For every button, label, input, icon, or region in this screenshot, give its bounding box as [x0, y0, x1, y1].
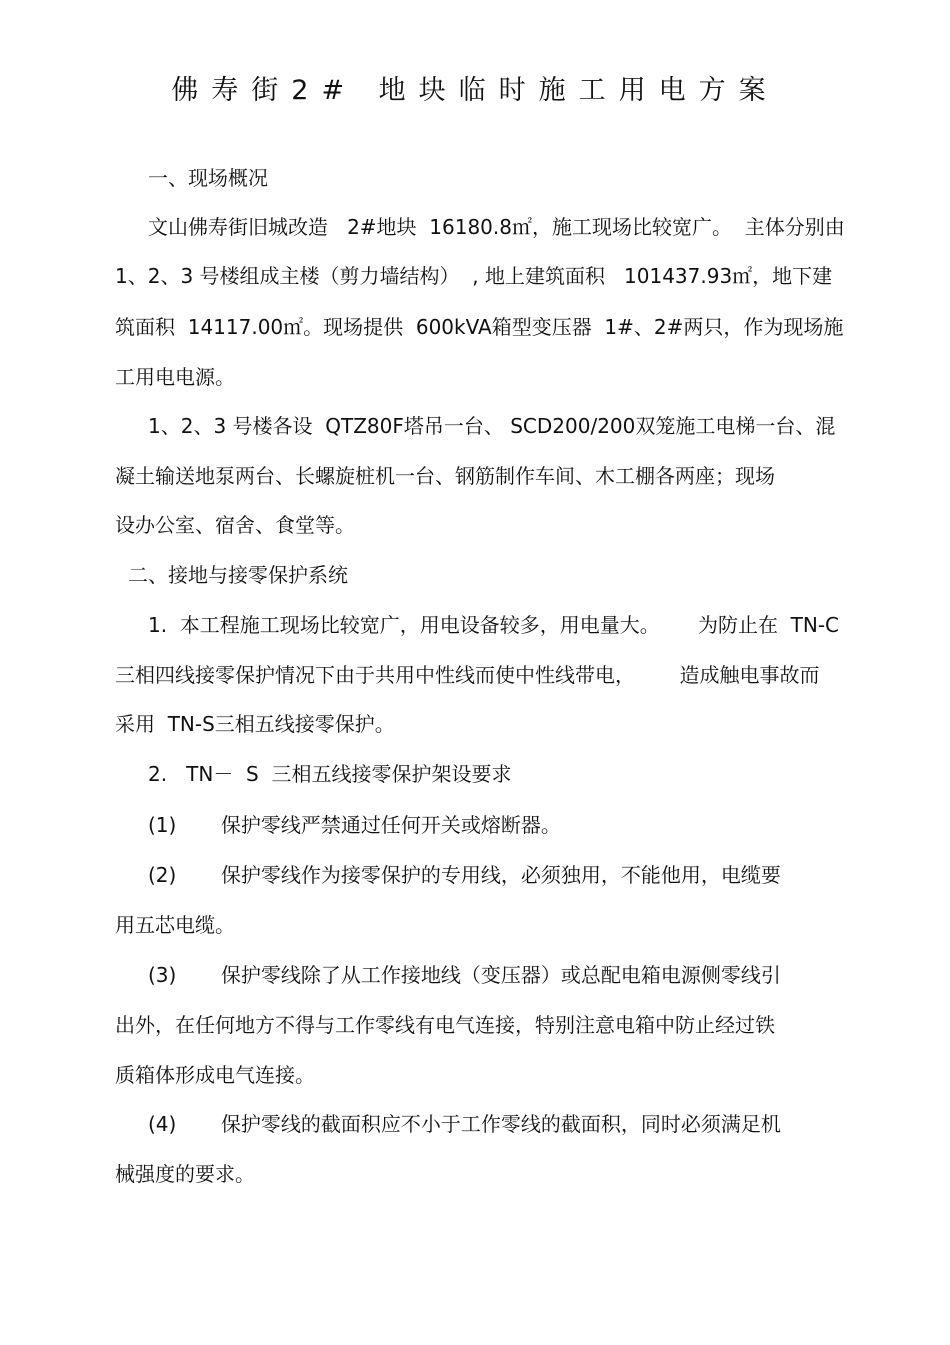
list-item: (2) 保护零线作为接零保护的专用线，必须独用，不能他用，电缆要 [148, 863, 781, 887]
section-heading-1: 一、现场概况 [148, 166, 268, 190]
list-item: (3) 保护零线除了从工作接地线（变压器）或总配电箱电源侧零线引 [148, 963, 781, 987]
paragraph-line: 1、2、3 号楼各设 QTZ80F塔吊一台、 SCD200/200双笼施工电梯一台、混 [148, 414, 836, 438]
paragraph-line: 1. 本工程施工现场比较宽广，用电设备较多，用电量大。 为防止在 TN-C [148, 613, 840, 637]
paragraph-line: 筑面积 14117.00㎡。现场提供 600kVA箱型变压器 1#、2#两只，作为现场施 [115, 315, 844, 339]
list-item: (1) 保护零线严禁通过任何开关或熔断器。 [148, 813, 561, 837]
paragraph-line: 工用电电源。 [115, 365, 235, 389]
paragraph-line: 出外，在任何地方不得与工作零线有电气连接，特别注意电箱中防止经过铁 [115, 1013, 775, 1037]
paragraph-line: 1、2、3 号楼组成主楼（剪力墙结构） , 地上建筑面积 101437.93㎡，地下建 [115, 264, 833, 288]
paragraph-line: 械强度的要求。 [115, 1162, 255, 1186]
paragraph-line: 质箱体形成电气连接。 [115, 1063, 315, 1087]
paragraph-line: 文山佛寿街旧城改造 2#地块 16180.8㎡，施工现场比较宽广。 主体分别由 [148, 215, 845, 239]
paragraph-line: 凝土输送地泵两台、长螺旋桩机一台、钢筋制作车间、木工棚各两座；现场 [115, 464, 775, 488]
paragraph-line: 用五芯电缆。 [115, 913, 235, 937]
paragraph-line: 设办公室、宿舍、食堂等。 [115, 513, 355, 537]
paragraph-line: 三相四线接零保护情况下由于共用中性线而使中性线带电， 造成触电事故而 [115, 663, 820, 687]
paragraph-line: 采用 TN-S三相五线接零保护。 [115, 712, 395, 736]
page-title: 佛寿街2# 地块临时施工用电方案 [171, 75, 779, 106]
section-heading-2: 二、接地与接零保护系统 [128, 563, 348, 587]
subsection-heading: 2. TN－ S 三相五线接零保护架设要求 [148, 762, 512, 786]
list-item: (4) 保护零线的截面积应不小于工作零线的截面积，同时必须满足机 [148, 1112, 781, 1136]
